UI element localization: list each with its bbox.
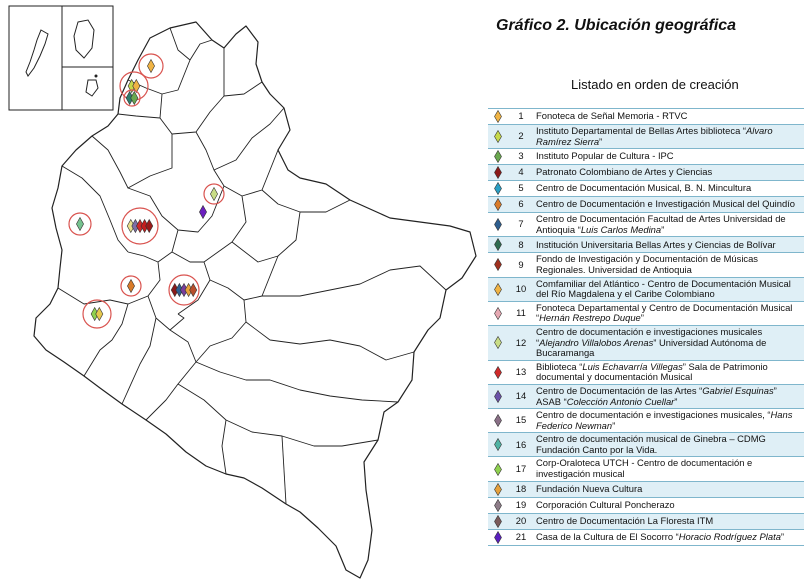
legend-name	[534, 433, 804, 457]
diamond-marker-icon	[494, 258, 502, 271]
diamond-marker-icon	[494, 283, 502, 296]
legend-number: 7	[508, 213, 534, 237]
diamond-marker-icon	[494, 110, 502, 123]
legend-number: 21	[508, 529, 534, 545]
legend-number: 5	[508, 181, 534, 197]
legend-number: 10	[508, 277, 534, 301]
department-borders	[58, 28, 446, 504]
legend-row	[488, 529, 804, 545]
legend-name	[534, 457, 804, 481]
legend-name-text: Biblioteca “	[536, 360, 583, 372]
legend-row	[488, 497, 804, 513]
legend-name	[534, 513, 804, 529]
legend-number: 1	[508, 109, 534, 125]
legend-name-text: Institución Universitaria Bellas Artes y Ciencias de Bolívar	[536, 238, 776, 250]
legend-name-text: Fonoteca de Señal Memoria - RTVC	[536, 110, 688, 122]
legend-row	[488, 433, 804, 457]
map-diamond-marker-icon	[96, 308, 103, 321]
marker-group	[122, 208, 158, 244]
legend-name	[534, 149, 804, 165]
legend-row	[488, 513, 804, 529]
legend-number: 15	[508, 409, 534, 433]
legend-name-italic: Horacio Rodríguez Plata	[678, 530, 781, 542]
map-diamond-marker-icon	[210, 188, 217, 201]
legend-name-text: Centro de documentación e investigaciones musicales, “	[536, 409, 771, 421]
legend-name	[534, 497, 804, 513]
legend-name-text: Centro de Documentación Facultad de Artes Universidad de Antioquia “	[536, 213, 786, 235]
legend-marker-cell	[488, 277, 508, 301]
legend-row	[488, 325, 804, 360]
legend-number: 4	[508, 165, 534, 181]
legend-name	[534, 165, 804, 181]
legend-row	[488, 237, 804, 253]
legend-number: 16	[508, 433, 534, 457]
legend-table	[488, 108, 804, 546]
cayo-island	[86, 80, 98, 96]
legend-number: 9	[508, 253, 534, 277]
legend-number: 13	[508, 360, 534, 384]
legend-name-text: Centro de documentación musical de Ginebra – CDMG Fundación Canto por la Vida.	[536, 433, 766, 455]
legend-name-italic: Hernán Restrepo Duque	[539, 312, 641, 324]
legend-row	[488, 125, 804, 149]
legend-marker-cell	[488, 360, 508, 384]
legend-name	[534, 325, 804, 360]
map-diamond-marker-icon	[76, 218, 83, 231]
legend-marker-cell	[488, 165, 508, 181]
diamond-marker-icon	[494, 366, 502, 379]
legend-name-italic: Hans Federico Newman	[536, 409, 793, 431]
diamond-marker-icon	[494, 198, 502, 211]
legend-name-text: ”	[599, 135, 603, 147]
legend-name	[534, 213, 804, 237]
legend-marker-cell	[488, 197, 508, 213]
legend-name-text: Casa de la Cultura de El Socorro “	[536, 530, 679, 542]
legend-number: 17	[508, 457, 534, 481]
diamond-marker-icon	[494, 515, 502, 528]
legend-number: 19	[508, 497, 534, 513]
diamond-marker-icon	[494, 463, 502, 476]
legend-name	[534, 529, 804, 545]
legend-name	[534, 253, 804, 277]
legend-marker-cell	[488, 325, 508, 360]
legend-marker-cell	[488, 181, 508, 197]
legend-marker-cell	[488, 253, 508, 277]
diamond-marker-icon	[494, 307, 502, 320]
legend-name-text: ” ASAB “	[536, 384, 777, 407]
legend-name	[534, 197, 804, 213]
legend-name-text: Fonoteca Departamental y Centro de Documentación Musical “	[536, 301, 793, 324]
marker-group	[199, 206, 206, 219]
legend-number: 8	[508, 237, 534, 253]
legend-name-text: Patronato Colombiano de Artes y Ciencias	[536, 166, 713, 178]
marker-group	[169, 275, 199, 305]
legend-name-italic: Luis Carlos Medina	[580, 223, 662, 235]
legend-name-italic: Alejandro Villalobos Arenas	[539, 336, 654, 348]
legend-row	[488, 360, 804, 384]
legend-number: 3	[508, 149, 534, 165]
legend-name-text: Fundación Nueva Cultura	[536, 482, 643, 494]
legend-marker-cell	[488, 457, 508, 481]
legend-name-italic: Luis Echavarría Villegas	[582, 360, 683, 372]
legend-name-italic: Gabriel Esquinas	[702, 384, 774, 396]
legend-marker-cell	[488, 529, 508, 545]
diamond-marker-icon	[494, 166, 502, 179]
legend-number: 18	[508, 481, 534, 497]
legend-name-text: ”	[612, 419, 616, 431]
legend-name-text: Centro de Documentación La Floresta ITM	[536, 514, 714, 526]
map-diamond-marker-icon	[147, 60, 154, 73]
legend-row	[488, 409, 804, 433]
legend-name-text: ”	[661, 223, 665, 235]
map-diamond-marker-icon	[146, 220, 153, 233]
legend-name-italic: Alvaro Ramírez Sierra	[536, 125, 773, 147]
legend-number: 2	[508, 125, 534, 149]
legend-number: 12	[508, 325, 534, 360]
legend-row	[488, 109, 804, 125]
diamond-marker-icon	[494, 483, 502, 496]
legend-marker-cell	[488, 497, 508, 513]
diamond-marker-icon	[494, 182, 502, 195]
legend-row	[488, 384, 804, 408]
islands-inset	[9, 6, 113, 110]
diamond-marker-icon	[494, 218, 502, 231]
legend-name-text: Comfamiliar del Atlántico - Centro de Documentación Musical del Río Magdalena y el Caribe Colombiano	[536, 277, 791, 300]
legend-name-text: Corp-Oraloteca UTCH - Centro de documentación e investigación musical	[536, 457, 753, 480]
legend-row	[488, 301, 804, 325]
legend-row	[488, 197, 804, 213]
diamond-marker-icon	[494, 438, 502, 451]
legend-marker-cell	[488, 384, 508, 408]
legend-name	[534, 301, 804, 325]
figure-title: Gráfico 2. Ubicación geográfica	[496, 17, 737, 34]
legend-name-text: ”	[640, 312, 644, 324]
legend-marker-cell	[488, 237, 508, 253]
diamond-marker-icon	[494, 414, 502, 427]
legend-name-text: Instituto Popular de Cultura - IPC	[536, 150, 674, 162]
legend-name-text: ” Universidad Autónoma de Bucaramanga	[536, 336, 767, 359]
legend-name	[534, 277, 804, 301]
diamond-marker-icon	[494, 150, 502, 163]
legend-name	[534, 481, 804, 497]
marker-group	[83, 300, 111, 328]
diamond-marker-icon	[494, 238, 502, 251]
legend-number: 20	[508, 513, 534, 529]
legend-name	[534, 237, 804, 253]
legend-name	[534, 109, 804, 125]
legend-name	[534, 181, 804, 197]
legend-name-text: Corporación Cultural Poncherazo	[536, 498, 675, 510]
legend-number: 6	[508, 197, 534, 213]
diamond-marker-icon	[494, 390, 502, 403]
legend-row	[488, 253, 804, 277]
legend-marker-cell	[488, 149, 508, 165]
map-diamond-marker-icon	[131, 92, 138, 105]
legend-name	[534, 409, 804, 433]
legend-name	[534, 384, 804, 408]
legend-name-text: Instituto Departamental de Bellas Artes biblioteca “	[536, 125, 747, 136]
legend-number: 11	[508, 301, 534, 325]
diamond-marker-icon	[494, 531, 502, 544]
legend-marker-cell	[488, 213, 508, 237]
legend-name-text: Centro de Documentación e Investigación Musical del Quindío	[536, 198, 795, 210]
diamond-marker-icon	[494, 499, 502, 512]
legend-number: 14	[508, 384, 534, 408]
legend-name-text: Fondo de Investigación y Documentación de Músicas Regionales. Universidad de Antioquia	[536, 253, 758, 275]
providencia-island	[74, 20, 94, 58]
map-diamond-marker-icon	[127, 280, 134, 293]
san-andres-island	[26, 30, 48, 76]
legend-name-text: Centro de Documentación de las Artes “	[536, 384, 703, 396]
map-diamond-marker-icon	[199, 206, 206, 219]
legend-marker-cell	[488, 301, 508, 325]
legend-name-text: Centro de documentación e investigaciones musicales “	[536, 325, 763, 348]
legend-name-text: ”	[780, 530, 785, 542]
legend-name-italic: Colección Antonio Cuellar	[566, 395, 675, 407]
legend-marker-cell	[488, 513, 508, 529]
diamond-marker-icon	[494, 336, 502, 349]
legend-row	[488, 277, 804, 301]
legend-marker-cell	[488, 481, 508, 497]
legend-row	[488, 213, 804, 237]
legend-name	[534, 360, 804, 384]
legend-row	[488, 481, 804, 497]
legend-marker-cell	[488, 433, 508, 457]
marker-group	[69, 213, 91, 235]
legend-name-text: ”	[674, 395, 678, 407]
legend-row	[488, 165, 804, 181]
map-diamond-marker-icon	[190, 284, 197, 297]
legend-marker-cell	[488, 409, 508, 433]
legend-name-text: Centro de Documentación Musical, B. N. Mincultura	[536, 182, 752, 194]
legend-row	[488, 181, 804, 197]
marker-group	[121, 276, 141, 296]
legend-name-text: ” Sala de Patrimonio documental y documentación Musical	[536, 360, 768, 383]
legend-marker-cell	[488, 109, 508, 125]
legend-name	[534, 125, 804, 149]
legend-row	[488, 149, 804, 165]
list-title: Listado en orden de creación	[571, 77, 739, 92]
diamond-marker-icon	[494, 130, 502, 143]
legend-marker-cell	[488, 125, 508, 149]
legend-row	[488, 457, 804, 481]
